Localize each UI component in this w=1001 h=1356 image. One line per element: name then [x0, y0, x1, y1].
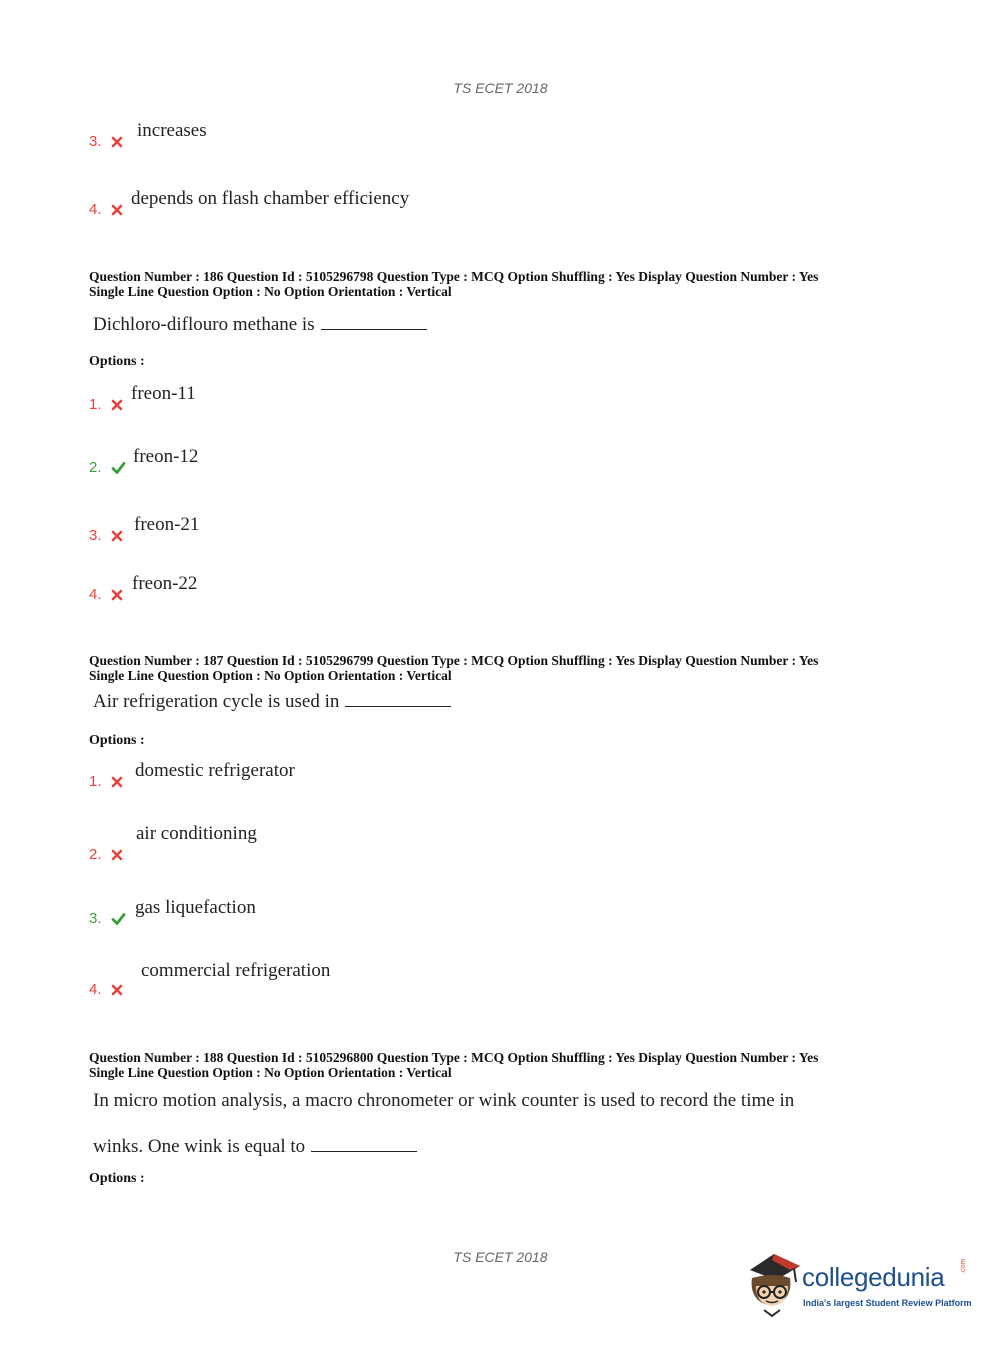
option-row — [89, 446, 789, 476]
question-meta — [89, 653, 909, 683]
cross-icon — [110, 775, 124, 789]
answer-blank — [321, 313, 427, 330]
option-text: commercial refrigeration — [141, 960, 331, 981]
mascot-icon — [744, 1248, 804, 1318]
option-text: gas liquefaction — [135, 897, 256, 918]
option-text: increases — [137, 120, 207, 141]
option-row — [89, 383, 789, 413]
question-meta — [89, 269, 909, 299]
question-text-content: Air refrigeration cycle is used in — [93, 691, 340, 712]
page-footer: TS ECET 2018 — [453, 1249, 548, 1265]
options-label: Options : — [89, 354, 145, 369]
option-row — [89, 188, 789, 218]
question-text-line: In micro motion analysis, a macro chronometer or wink counter is used to record the time in — [93, 1090, 795, 1111]
option-text: freon-12 — [133, 446, 199, 467]
option-text: freon-21 — [134, 514, 200, 535]
option-number: 3. — [89, 133, 102, 150]
question-meta-line: Question Number : 188 Question Id : 5105296800 Question Type : MCQ Option Shuffling : Yes Display Question Number : Yes — [89, 1050, 819, 1065]
check-icon — [110, 912, 127, 926]
cross-icon — [110, 135, 124, 149]
question-meta-line: Single Line Question Option : No Option Orientation : Vertical — [89, 284, 452, 299]
options-label: Options : — [89, 733, 145, 748]
option-number: 4. — [89, 586, 102, 603]
option-text: freon-11 — [131, 383, 196, 404]
question-meta-line: Single Line Question Option : No Option Orientation : Vertical — [89, 668, 452, 683]
option-row — [89, 573, 789, 603]
option-text: freon-22 — [132, 573, 198, 594]
option-text: depends on flash chamber efficiency — [131, 188, 410, 209]
option-number: 4. — [89, 981, 102, 998]
option-row — [89, 120, 789, 150]
option-text: air conditioning — [136, 823, 257, 844]
option-number: 2. — [89, 846, 102, 863]
question-text — [93, 313, 427, 336]
brand-tagline: India's largest Student Review Platform — [803, 1298, 972, 1308]
cross-icon — [110, 398, 124, 412]
question-meta-line: Question Number : 186 Question Id : 5105296798 Question Type : MCQ Option Shuffling : Yes Display Question Number : Yes — [89, 269, 819, 284]
option-row — [89, 960, 789, 998]
question-text-content: Dichloro-diflouro methane is — [93, 314, 315, 335]
option-number: 1. — [89, 396, 102, 413]
option-text: domestic refrigerator — [135, 760, 295, 781]
option-row — [89, 897, 789, 927]
collegedunia-logo — [744, 1248, 974, 1320]
brand-dotcom: .com — [960, 1258, 967, 1274]
question-meta — [89, 1050, 909, 1080]
question-text — [93, 1135, 417, 1158]
question-meta-line: Single Line Question Option : No Option Orientation : Vertical — [89, 1065, 452, 1080]
options-label: Options : — [89, 1171, 145, 1186]
option-row — [89, 823, 789, 863]
option-number: 3. — [89, 527, 102, 544]
brand-name: collegedunia — [802, 1262, 945, 1292]
cross-icon — [110, 983, 124, 997]
cross-icon — [110, 529, 124, 543]
page-header: TS ECET 2018 — [453, 80, 548, 96]
answer-blank — [311, 1135, 417, 1152]
answer-blank — [345, 690, 451, 707]
question-text — [93, 690, 451, 713]
question-text-content: winks. One wink is equal to — [93, 1136, 306, 1157]
option-row — [89, 514, 789, 544]
check-icon — [110, 461, 127, 475]
question-meta-line: Question Number : 187 Question Id : 5105296799 Question Type : MCQ Option Shuffling : Yes Display Question Number : Yes — [89, 653, 819, 668]
cross-icon — [110, 203, 124, 217]
cross-icon — [110, 848, 124, 862]
option-row — [89, 760, 789, 790]
option-number: 2. — [89, 459, 102, 476]
option-number: 1. — [89, 773, 102, 790]
option-number: 4. — [89, 201, 102, 218]
option-number: 3. — [89, 910, 102, 927]
cross-icon — [110, 588, 124, 602]
